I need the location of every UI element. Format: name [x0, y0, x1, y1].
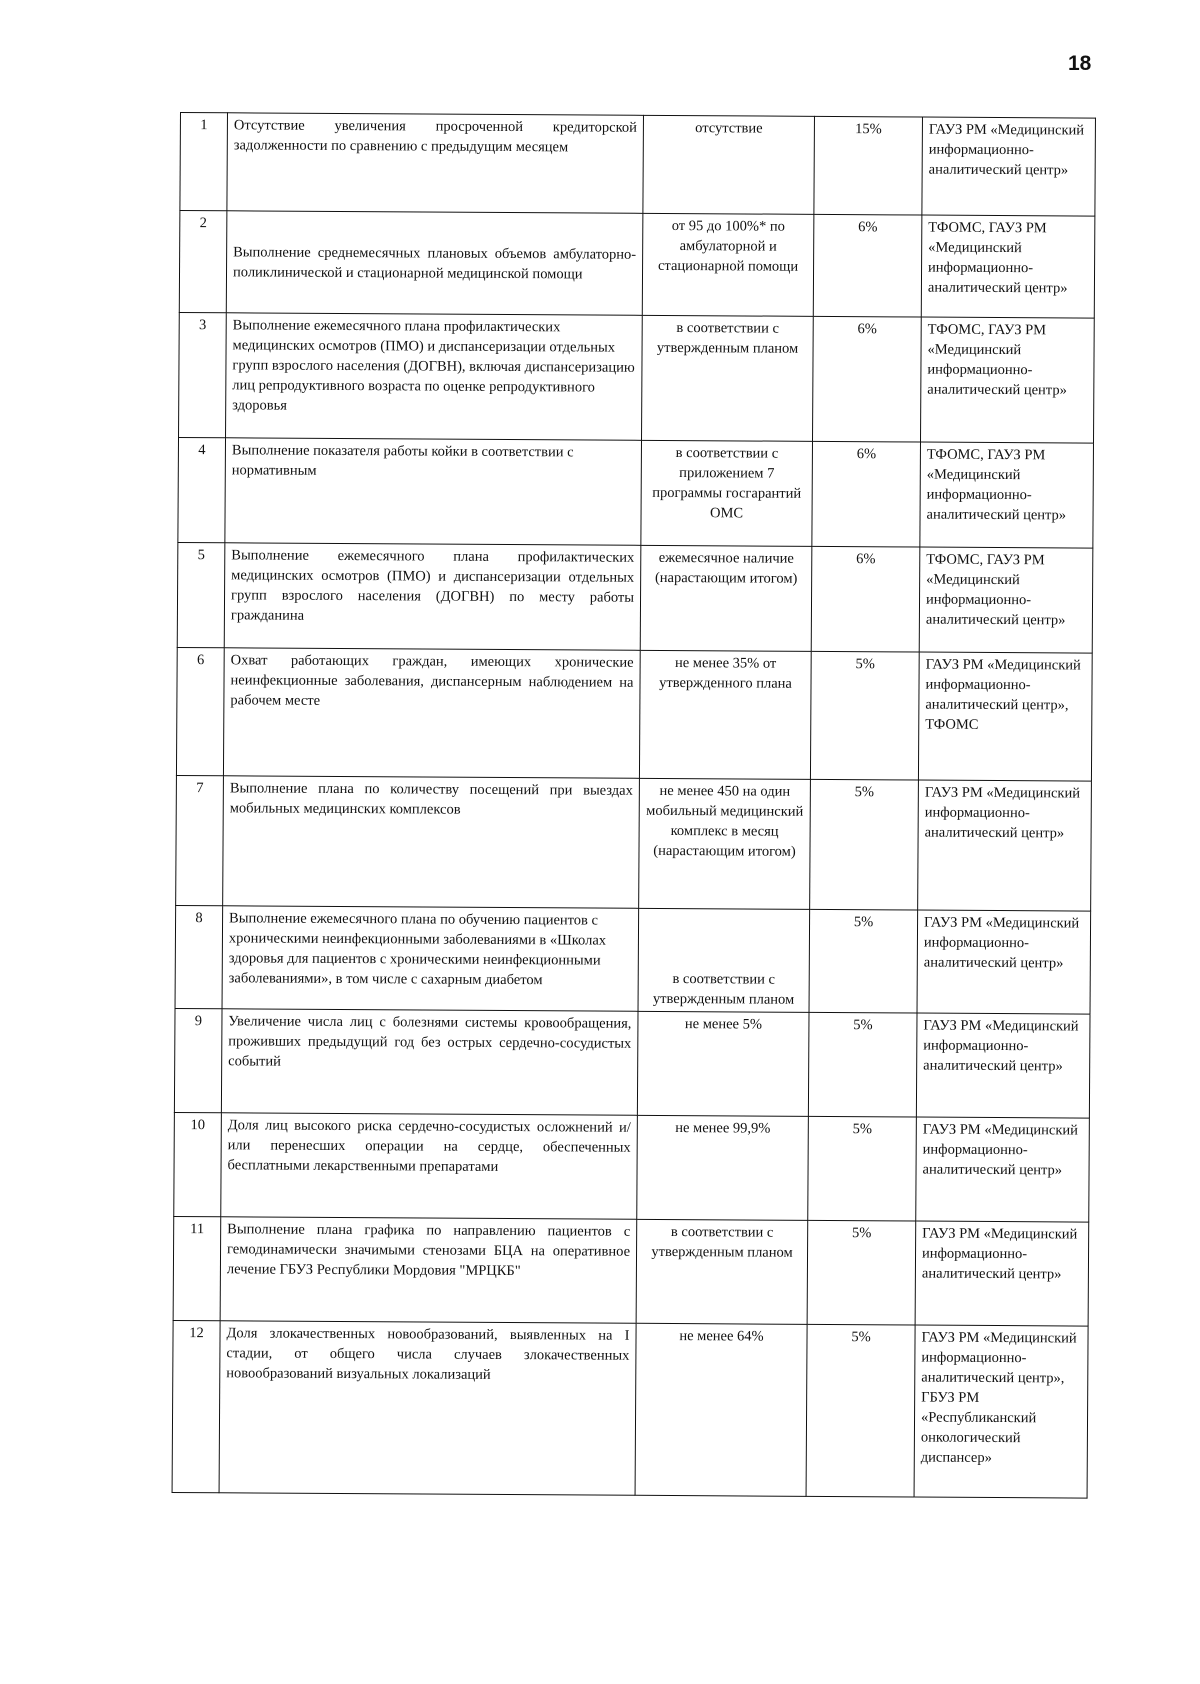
row-number: 5 — [177, 542, 225, 647]
table-row — [173, 1216, 1089, 1326]
responsible-org: ГАУЗ РМ «Медицинский информационно-аналитический центр», ТФОМС — [918, 652, 1092, 781]
target-criterion: не менее 450 на один мобильный медицинский комплекс в месяц (нарастающим итогом) — [639, 778, 811, 909]
weight-value: 5% — [810, 651, 919, 780]
weight-value: 6% — [813, 214, 922, 317]
indicator-description: Увеличение числа лиц с болезнями системы кровообращения, проживших предыдущий год без острых сердечно-сосудистых событий — [221, 1009, 638, 1116]
weight-value: 5% — [806, 1324, 915, 1497]
indicator-description: Выполнение показателя работы койки в соответствии с нормативным — [225, 438, 642, 546]
target-criterion: в соответствии с утвержденным планом — [642, 315, 814, 441]
indicator-description: Охват работающих граждан, имеющих хронические неинфекционные заболевания, диспансерным наблюдением на рабочем месте — [223, 648, 640, 779]
table-row — [179, 312, 1095, 443]
weight-value: 6% — [812, 316, 921, 442]
indicator-description: Доля лиц высокого риска сердечно-сосудистых осложнений и/или перенесших операции на сердце, обеспеченных бесплатными лекарственными препаратами — [221, 1113, 638, 1220]
table-row — [175, 905, 1091, 1014]
target-criterion: не менее 64% — [635, 1323, 807, 1496]
target-criterion: от 95 до 100%* по амбулаторной и стационарной помощи — [642, 213, 814, 316]
indicator-description: Доля злокачественных новообразований, выявленных на I стадии, от общего числа случаев злокачественных новообразований визуальных локализаций — [219, 1321, 636, 1496]
table-row — [178, 437, 1094, 548]
table-row — [180, 113, 1096, 217]
table-row — [174, 1112, 1090, 1222]
weight-value: 5% — [808, 1012, 917, 1117]
target-criterion: не менее 5% — [637, 1011, 809, 1116]
responsible-org: ГАУЗ РМ «Медицинский информационно-аналитический центр», ГБУЗ РМ «Республиканский онкологический диспансер» — [914, 1325, 1088, 1498]
page-number: 18 — [1068, 52, 1092, 75]
weight-value: 5% — [810, 779, 919, 910]
row-number: 1 — [180, 113, 228, 211]
responsible-org: ГАУЗ РМ «Медицинский информационно-аналитический центр» — [915, 1221, 1089, 1326]
target-criterion: в соответствии с утвержденным планом — [636, 1219, 808, 1324]
indicator-description: Выполнение ежемесячного плана профилактических медицинских осмотров (ПМО) и диспансеризации отдельных групп взрослого населения (ДОГВН) по месту работы гражданина — [224, 543, 641, 651]
weight-value: 6% — [812, 441, 921, 547]
target-criterion: в соответствии с приложением 7 программы госгарантий ОМС — [641, 440, 813, 546]
responsible-org: ТФОМС, ГАУЗ РМ «Медицинский информационно-аналитический центр» — [919, 547, 1093, 653]
responsible-org: ТФОМС, ГАУЗ РМ «Медицинский информационно-аналитический центр» — [920, 317, 1094, 443]
weight-value: 15% — [814, 116, 923, 215]
row-number: 12 — [172, 1320, 220, 1492]
indicator-description: Выполнение среднемесячных плановых объемов амбулаторно-поликлинической и стационарной медицинской помощи — [226, 211, 643, 316]
responsible-org: ТФОМС, ГАУЗ РМ «Медицинский информационно-аналитический центр» — [920, 442, 1094, 548]
table-row — [176, 775, 1092, 911]
responsible-org: ГАУЗ РМ «Медицинский информационно-аналитический центр» — [916, 1013, 1090, 1118]
indicator-description: Выполнение ежемесячного плана по обучению пациентов с хроническими неинфекционными заболеваниями в «Школах здоровья для пациентов с хроническими неинфекционными заболеваниями», в том числе с сахарным диабетом — [222, 906, 639, 1012]
responsible-org: ГАУЗ РМ «Медицинский информационно-аналитический центр» — [922, 117, 1096, 216]
table-row — [176, 647, 1092, 781]
row-number: 6 — [176, 647, 224, 775]
target-criterion: в соответствии с утвержденным планом — [638, 908, 810, 1012]
table-row — [177, 542, 1093, 653]
row-number: 10 — [174, 1112, 222, 1216]
target-criterion: ежемесячное наличие (нарастающим итогом) — [640, 545, 812, 651]
indicators-table — [172, 112, 1096, 1499]
weight-value: 5% — [808, 1116, 917, 1221]
indicator-description: Выполнение плана по количеству посещений при выездах мобильных медицинских комплексов — [223, 776, 640, 909]
row-number: 7 — [176, 775, 224, 905]
row-number: 11 — [173, 1216, 221, 1320]
weight-value: 5% — [807, 1220, 916, 1325]
indicator-description: Отсутствие увеличения просроченной кредиторской задолженности по сравнению с предыдущим месяцем — [227, 113, 644, 214]
table-row — [179, 211, 1095, 319]
target-criterion: не менее 99,9% — [637, 1115, 809, 1220]
weight-value: 5% — [809, 909, 918, 1013]
responsible-org: ГАУЗ РМ «Медицинский информационно-аналитический центр» — [917, 910, 1091, 1014]
indicator-description: Выполнение плана графика по направлению пациентов с гемодинамически значимыми стенозами БЦА на оперативное лечение ГБУЗ Республики Мордовия "МРЦКБ" — [220, 1217, 637, 1324]
row-number: 4 — [178, 437, 226, 542]
target-criterion: отсутствие — [643, 115, 815, 214]
responsible-org: ТФОМС, ГАУЗ РМ «Медицинский информационно-аналитический центр» — [921, 215, 1095, 318]
indicator-description: Выполнение ежемесячного плана профилактических медицинских осмотров (ПМО) и диспансеризации отдельных групп взрослого населения (ДОГВН), включая диспансеризацию лиц репродуктивного возраста по оценке репродуктивного здоровья — [226, 313, 643, 441]
table-row — [172, 1320, 1088, 1498]
row-number: 9 — [174, 1008, 222, 1112]
table-row — [174, 1008, 1090, 1118]
row-number: 3 — [179, 312, 227, 437]
target-criterion: не менее 35% от утвержденного плана — [639, 650, 811, 779]
row-number: 8 — [175, 905, 223, 1008]
weight-value: 6% — [811, 546, 920, 652]
row-number: 2 — [179, 211, 227, 313]
responsible-org: ГАУЗ РМ «Медицинский информационно-аналитический центр» — [916, 1117, 1090, 1222]
responsible-org: ГАУЗ РМ «Медицинский информационно-аналитический центр» — [918, 780, 1092, 911]
